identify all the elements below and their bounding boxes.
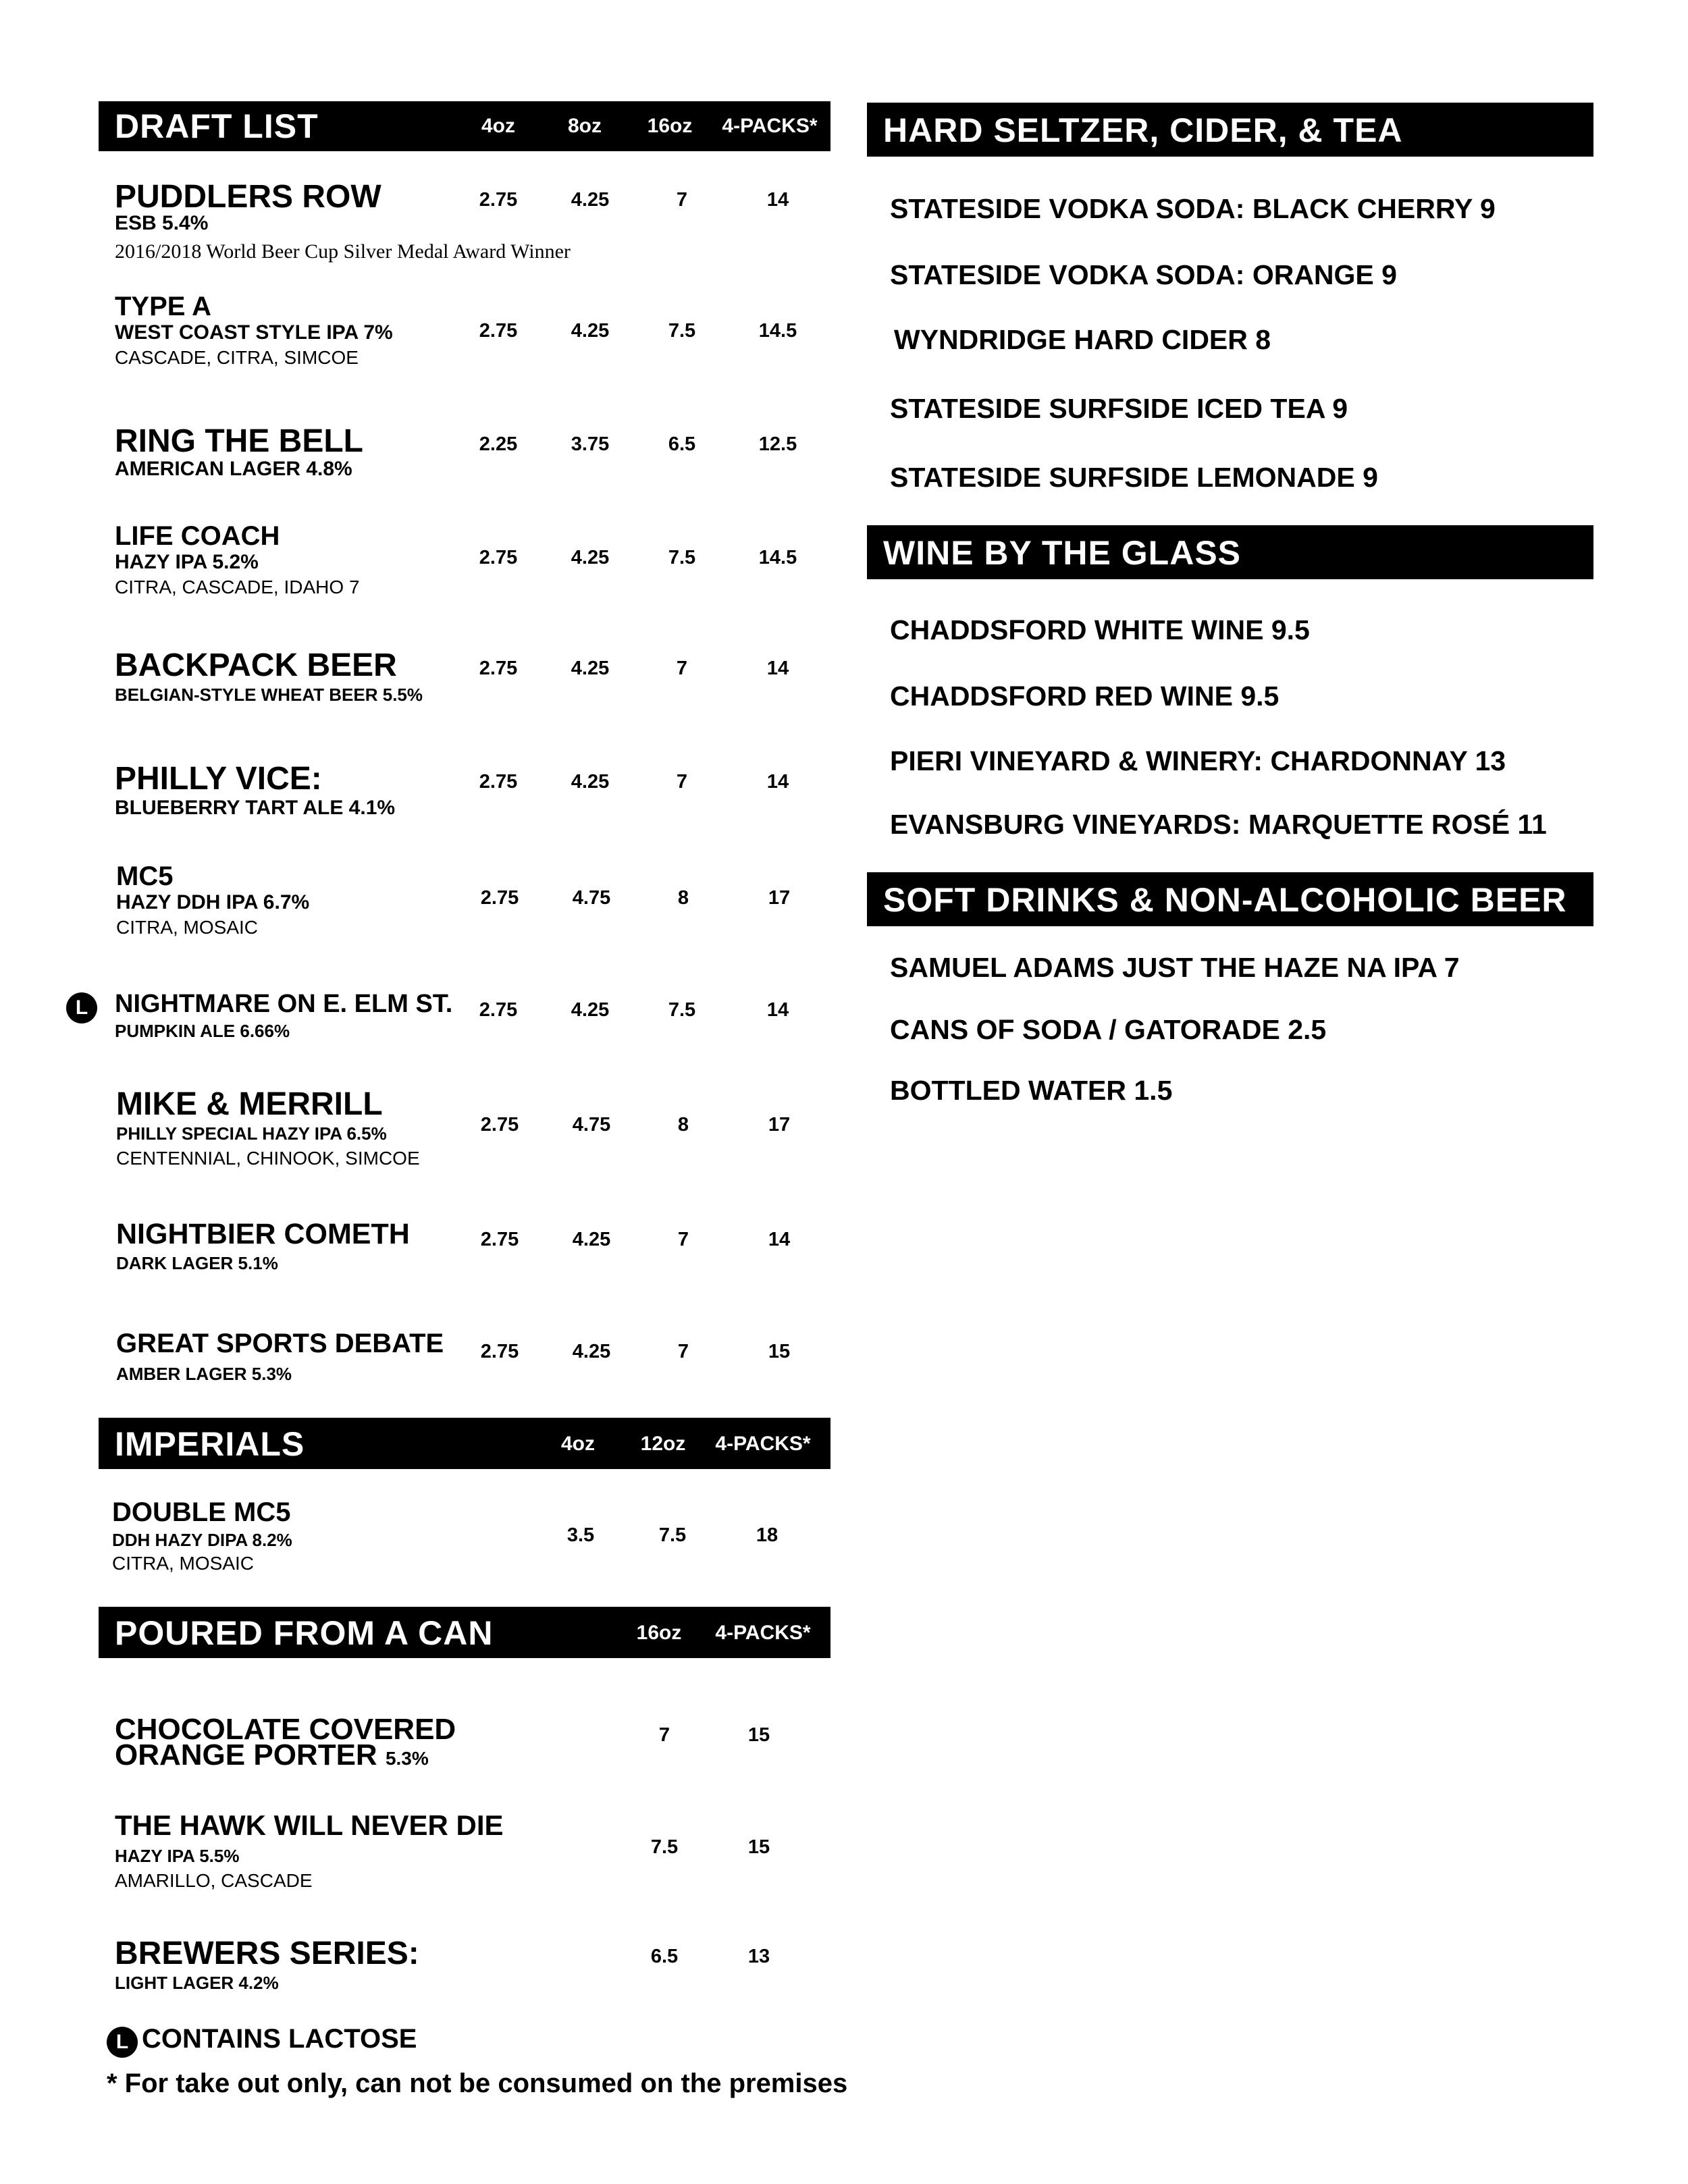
beer-name: DOUBLE MC5 xyxy=(112,1497,291,1527)
price-4pack: 14 xyxy=(766,771,789,793)
col-4packs: 4-PACKS* xyxy=(722,115,818,137)
seltzer-item: STATESIDE VODKA SODA: ORANGE 9 xyxy=(890,259,1397,290)
price-16oz: 7 xyxy=(658,1724,670,1746)
beer-name: THE HAWK WILL NEVER DIE xyxy=(115,1809,504,1841)
price-4pack: 14 xyxy=(766,999,789,1021)
beer-name: RING THE BELL xyxy=(115,423,363,459)
beer-style: WEST COAST STYLE IPA 7% xyxy=(115,321,393,344)
price-4pack: 15 xyxy=(768,1341,791,1362)
beer-name: NIGHTBIER COMETH xyxy=(116,1218,410,1250)
wine-item: CHADDSFORD RED WINE 9.5 xyxy=(890,681,1280,712)
col-12oz: 12oz xyxy=(640,1433,686,1455)
draft-item xyxy=(0,521,830,629)
price-4oz: 2.25 xyxy=(479,433,518,455)
beer-name: MIKE & MERRILL xyxy=(116,1086,383,1122)
price-4oz: 2.75 xyxy=(479,189,518,211)
price-4oz: 3.5 xyxy=(566,1524,595,1546)
cans-header xyxy=(99,1607,830,1658)
price-16oz: 7 xyxy=(676,771,688,793)
price-4pack: 14 xyxy=(766,189,789,211)
price-16oz: 8 xyxy=(677,887,689,909)
draft-item xyxy=(0,647,830,755)
price-4oz: 2.75 xyxy=(480,1341,519,1362)
beer-style: BLUEBERRY TART ALE 4.1% xyxy=(115,797,396,819)
can-item xyxy=(0,1715,830,1823)
price-16oz: 6.5 xyxy=(650,1946,679,1967)
beer-style: PHILLY SPECIAL HAZY IPA 6.5% xyxy=(116,1123,387,1144)
beer-hops: CITRA, MOSAIC xyxy=(116,917,259,938)
price-16oz: 7.5 xyxy=(668,999,696,1021)
price-16oz: 8 xyxy=(677,1114,689,1136)
col-16oz: 16oz xyxy=(647,115,693,137)
col-16oz: 16oz xyxy=(636,1622,682,1644)
beer-name: TYPE A xyxy=(115,292,211,321)
seltzer-item: STATESIDE VODKA SODA: BLACK CHERRY 9 xyxy=(890,193,1496,224)
beer-hops: AMARILLO, CASCADE xyxy=(115,1870,313,1891)
price-8oz: 4.25 xyxy=(571,999,610,1021)
draft-item xyxy=(0,292,830,400)
seltzer-header xyxy=(867,103,1593,157)
beer-hops: CENTENNIAL, CHINOOK, SIMCOE xyxy=(116,1148,420,1169)
wine-title: WINE BY THE GLASS xyxy=(883,534,1242,572)
draft-item xyxy=(0,760,830,868)
beer-style: ESB 5.4% xyxy=(115,212,209,234)
draft-item xyxy=(0,423,830,531)
beer-style: LIGHT LAGER 4.2% xyxy=(115,1973,279,1993)
price-8oz: 4.25 xyxy=(572,1341,611,1362)
lactose-legend-icon: L xyxy=(107,2027,138,2058)
price-4pack: 18 xyxy=(756,1524,779,1546)
draft-item xyxy=(0,861,830,969)
price-4pack: 13 xyxy=(747,1946,770,1967)
col-4packs: 4-PACKS* xyxy=(715,1622,811,1644)
wine-item: PIERI VINEYARD & WINERY: CHARDONNAY 13 xyxy=(890,745,1506,776)
col-4packs: 4-PACKS* xyxy=(715,1433,811,1455)
cans-title: POURED FROM A CAN xyxy=(115,1614,494,1652)
price-4pack: 17 xyxy=(768,1114,791,1136)
beer-hops: CITRA, CASCADE, IDAHO 7 xyxy=(115,577,360,597)
beer-style: DDH HAZY DIPA 8.2% xyxy=(112,1530,292,1550)
price-8oz: 4.25 xyxy=(572,1229,611,1250)
price-4oz: 2.75 xyxy=(479,999,518,1021)
can-item xyxy=(0,1809,830,1917)
draft-list-header xyxy=(99,101,830,151)
price-16oz: 7 xyxy=(676,189,688,211)
price-16oz: 7.5 xyxy=(650,1836,679,1858)
beer-name: PHILLY VICE: xyxy=(115,761,322,797)
imperial-item xyxy=(0,1497,830,1605)
seltzer-item: WYNDRIDGE HARD CIDER 8 xyxy=(894,324,1271,355)
col-4oz: 4oz xyxy=(481,115,516,137)
price-4pack: 14.5 xyxy=(758,320,797,342)
beer-style: DARK LAGER 5.1% xyxy=(116,1253,278,1273)
price-8oz: 4.25 xyxy=(571,771,610,793)
draft-item xyxy=(0,1218,830,1326)
price-12oz: 7.5 xyxy=(658,1524,687,1546)
price-8oz: 3.75 xyxy=(571,433,610,455)
price-4pack: 15 xyxy=(747,1836,770,1858)
beer-name: MC5 xyxy=(116,861,174,891)
seltzer-title: HARD SELTZER, CIDER, & TEA xyxy=(883,111,1403,149)
takeout-note: * For take out only, can not be consumed on the premises xyxy=(107,2069,848,2098)
price-4oz: 2.75 xyxy=(479,320,518,342)
price-4pack: 14 xyxy=(766,658,789,679)
price-16oz: 7 xyxy=(677,1229,689,1250)
price-4pack: 14.5 xyxy=(758,547,797,568)
price-8oz: 4.25 xyxy=(571,547,610,568)
lactose-legend-text: CONTAINS LACTOSE xyxy=(142,2024,417,2054)
draft-list-title: DRAFT LIST xyxy=(115,107,319,145)
beer-name: BACKPACK BEER xyxy=(115,647,397,683)
price-4pack: 12.5 xyxy=(758,433,797,455)
beer-style: AMERICAN LAGER 4.8% xyxy=(115,458,352,480)
col-4oz: 4oz xyxy=(560,1433,596,1455)
draft-item xyxy=(0,178,830,286)
col-8oz: 8oz xyxy=(567,115,602,137)
soft-drinks-title: SOFT DRINKS & NON-ALCOHOLIC BEER xyxy=(883,881,1567,919)
beer-name: LIFE COACH xyxy=(115,521,280,551)
beer-name: BREWERS SERIES: xyxy=(115,1936,419,1971)
wine-item: CHADDSFORD WHITE WINE 9.5 xyxy=(890,614,1310,645)
beer-style: HAZY IPA 5.5% xyxy=(115,1846,240,1866)
beer-name-line2 xyxy=(115,1740,429,1774)
beer-hops: CASCADE, CITRA, SIMCOE xyxy=(115,347,359,368)
soft-drinks-header xyxy=(867,872,1593,926)
price-16oz: 6.5 xyxy=(668,433,696,455)
price-16oz: 7 xyxy=(677,1341,689,1362)
price-4oz: 2.75 xyxy=(479,771,518,793)
beer-style: BELGIAN-STYLE WHEAT BEER 5.5% xyxy=(115,685,423,705)
price-4pack: 15 xyxy=(747,1724,770,1746)
beer-name: GREAT SPORTS DEBATE xyxy=(116,1329,444,1358)
imperials-title: IMPERIALS xyxy=(115,1425,305,1463)
beer-name: NIGHTMARE ON E. ELM ST. xyxy=(115,990,453,1018)
price-4oz: 2.75 xyxy=(480,1229,519,1250)
draft-item xyxy=(0,990,830,1098)
price-8oz: 4.75 xyxy=(572,1114,611,1136)
price-4oz: 2.75 xyxy=(480,1114,519,1136)
price-8oz: 4.25 xyxy=(571,320,610,342)
price-4oz: 2.75 xyxy=(479,658,518,679)
price-16oz: 7.5 xyxy=(668,320,696,342)
soft-drink-item: BOTTLED WATER 1.5 xyxy=(890,1075,1173,1106)
soft-drink-item: SAMUEL ADAMS JUST THE HAZE NA IPA 7 xyxy=(890,952,1460,983)
price-16oz: 7 xyxy=(676,658,688,679)
lactose-badge-icon: L xyxy=(66,992,97,1023)
beer-name: PUDDLERS ROW xyxy=(115,179,381,215)
wine-item: EVANSBURG VINEYARDS: MARQUETTE ROSÉ 11 xyxy=(890,809,1547,840)
price-4oz: 2.75 xyxy=(479,547,518,568)
draft-item xyxy=(0,1086,830,1194)
beer-name-line2-text: ORANGE PORTER xyxy=(115,1738,377,1772)
seltzer-item: STATESIDE SURFSIDE ICED TEA 9 xyxy=(890,393,1348,424)
beer-abv: 5.3% xyxy=(385,1748,429,1769)
price-4oz: 2.75 xyxy=(480,887,519,909)
soft-drink-item: CANS OF SODA / GATORADE 2.5 xyxy=(890,1014,1327,1045)
imperials-header xyxy=(99,1418,830,1469)
price-4pack: 17 xyxy=(768,887,791,909)
price-16oz: 7.5 xyxy=(668,547,696,568)
beer-style: PUMPKIN ALE 6.66% xyxy=(115,1021,290,1041)
beer-style: AMBER LAGER 5.3% xyxy=(116,1364,292,1384)
seltzer-item: STATESIDE SURFSIDE LEMONADE 9 xyxy=(890,462,1378,493)
wine-header xyxy=(867,525,1593,579)
price-8oz: 4.25 xyxy=(571,658,610,679)
beer-award: 2016/2018 World Beer Cup Silver Medal Award Winner xyxy=(115,240,571,263)
price-8oz: 4.25 xyxy=(571,189,610,211)
beer-style: HAZY DDH IPA 6.7% xyxy=(116,891,310,913)
price-4pack: 14 xyxy=(768,1229,791,1250)
beer-hops: CITRA, MOSAIC xyxy=(112,1553,255,1574)
beer-name-line1: CHOCOLATE COVERED xyxy=(115,1713,456,1746)
price-8oz: 4.75 xyxy=(572,887,611,909)
beer-style: HAZY IPA 5.2% xyxy=(115,551,259,573)
